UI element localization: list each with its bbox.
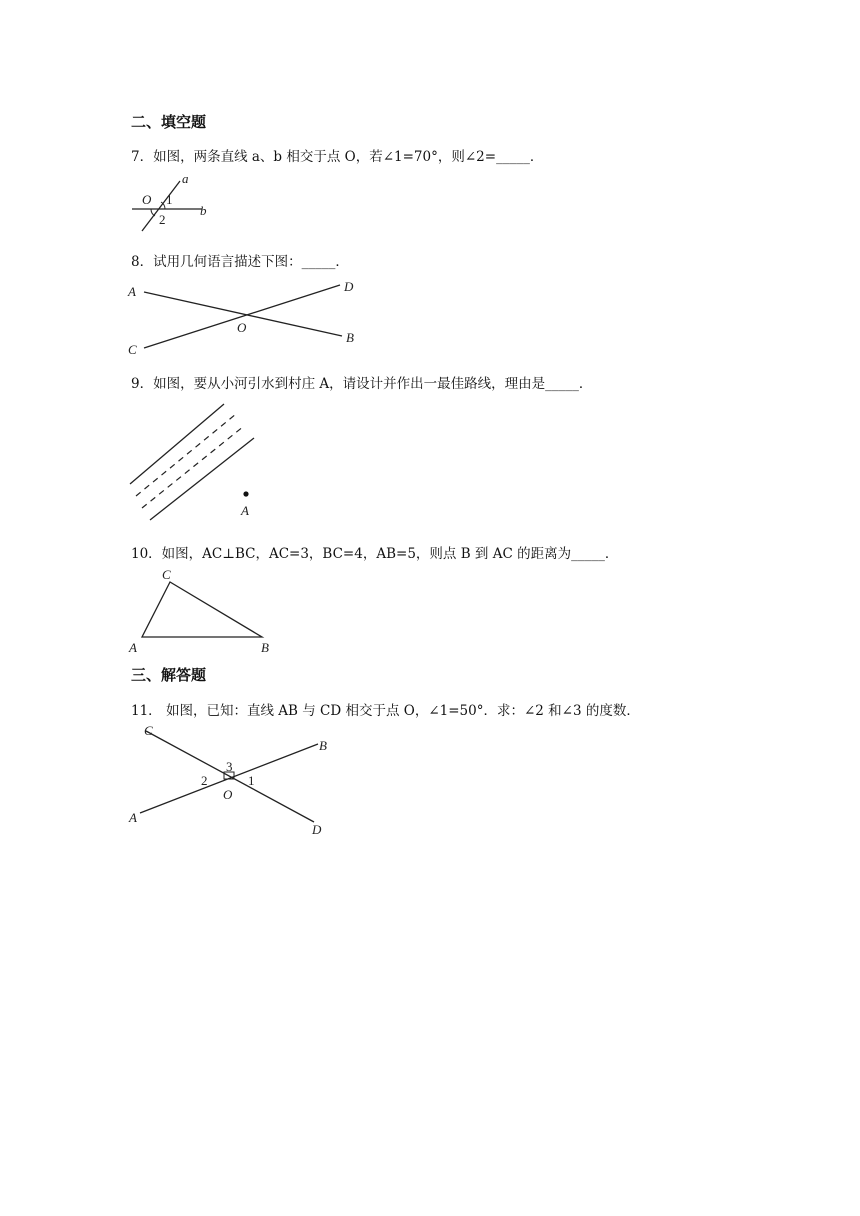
figure-8 bbox=[126, 278, 366, 358]
question-8: 8．试用几何语言描述下图：_____． bbox=[131, 254, 349, 270]
fig7-angle-2: 2 bbox=[159, 212, 166, 227]
fig7-label-b: b bbox=[200, 203, 207, 218]
fig7-label-O: O bbox=[142, 192, 152, 207]
fig11-angle-2: 2 bbox=[201, 773, 208, 788]
fig11-angle-3: 3 bbox=[226, 759, 233, 774]
fig8-label-B: B bbox=[346, 330, 354, 345]
fig8-label-D: D bbox=[344, 279, 354, 294]
question-10: 10．如图，AC⊥BC，AC=3，BC=4，AB=5，则点 B 到 AC 的距离为_____． bbox=[131, 546, 619, 562]
fig10-label-C: C bbox=[162, 567, 171, 582]
fig11-label-C: C bbox=[144, 723, 153, 738]
fig9-label-A: A bbox=[241, 503, 249, 518]
fig8-label-O: O bbox=[237, 320, 247, 335]
fig11-label-B: B bbox=[319, 738, 327, 753]
fig10-label-A: A bbox=[129, 640, 137, 655]
section-heading-answer: 三、解答题 bbox=[131, 666, 207, 684]
figure-7 bbox=[128, 173, 218, 225]
fig8-label-A: A bbox=[128, 284, 136, 299]
figure-11 bbox=[126, 722, 346, 837]
fig7-angle-1: 1 bbox=[166, 192, 173, 207]
question-9: 9．如图，要从小河引水到村庄 A，请设计并作出一最佳路线，理由是_____． bbox=[131, 376, 593, 392]
fig11-label-A: A bbox=[129, 810, 137, 825]
figure-10 bbox=[126, 565, 276, 655]
fig7-label-a: a bbox=[182, 171, 189, 186]
figure-9 bbox=[126, 400, 276, 530]
section-heading-fill: 二、填空题 bbox=[131, 113, 207, 131]
question-7: 7．如图，两条直线 a、b 相交于点 O，若∠1=70°，则∠2=_____． bbox=[131, 149, 544, 165]
fig11-angle-1: 1 bbox=[248, 773, 255, 788]
fig8-label-C: C bbox=[128, 342, 137, 357]
question-11: 11． 如图，已知：直线 AB 与 CD 相交于点 O，∠1=50°．求：∠2 和∠3 的度数． bbox=[131, 703, 640, 719]
fig11-label-D: D bbox=[312, 822, 322, 837]
fig11-label-O: O bbox=[223, 787, 233, 802]
fig10-label-B: B bbox=[261, 640, 269, 655]
